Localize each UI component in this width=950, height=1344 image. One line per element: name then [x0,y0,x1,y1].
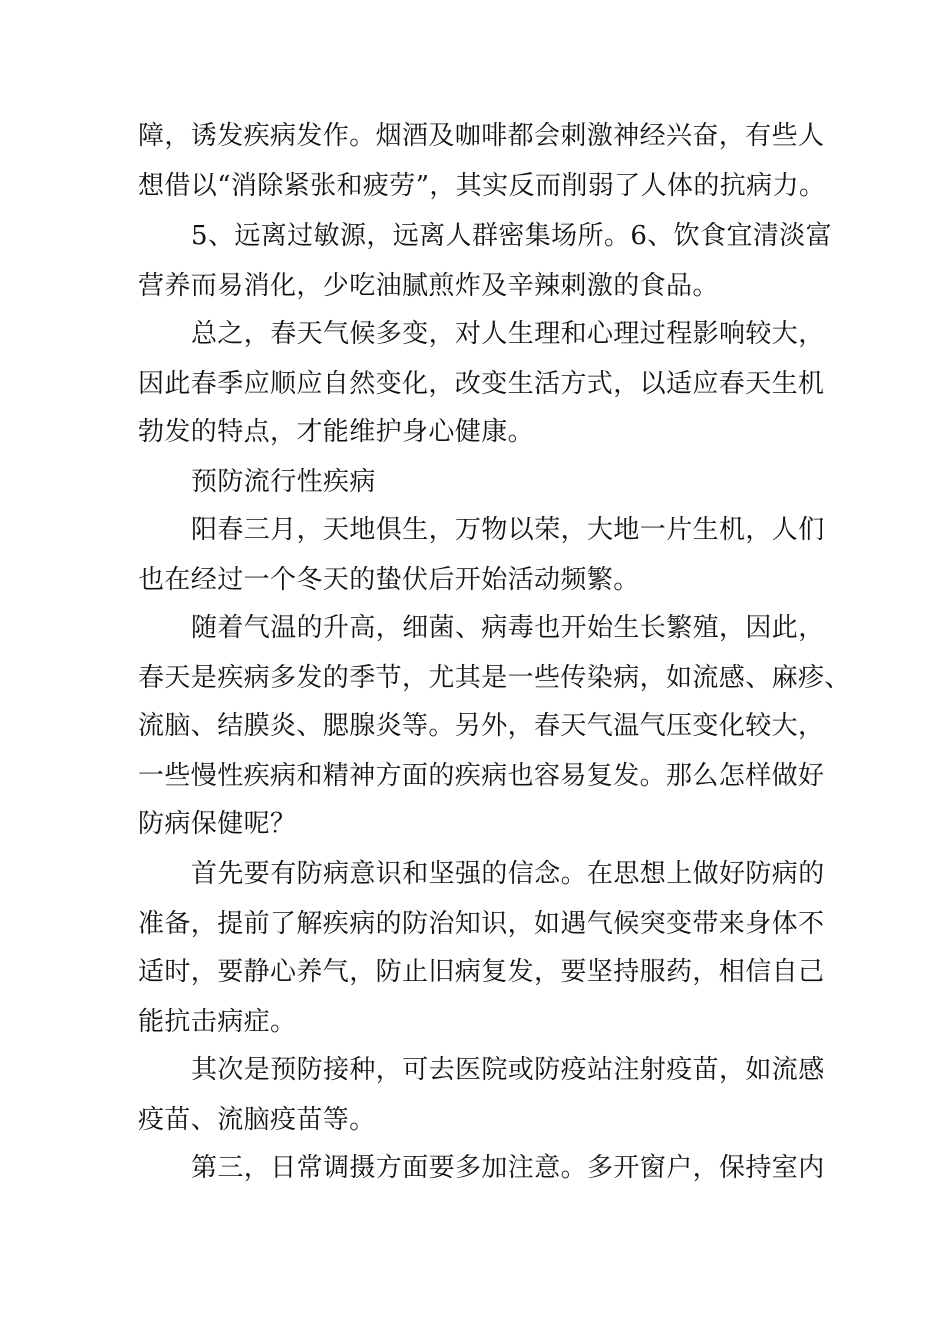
text-line: 准备，提前了解疾病的防治知识，如遇气候突变带来身体不 [138,909,825,939]
text-line: 障，诱发疾病发作。烟酒及咖啡都会刺激神经兴奋，有些人 [138,121,825,151]
text-line: 流脑、结膜炎、腮腺炎等。另外，春天气温气压变化较大， [138,711,825,741]
text-line: 总之，春天气候多变，对人生理和心理过程影响较大， [191,319,825,349]
text-line: 阳春三月，天地俱生，万物以荣，大地一片生机，人们 [191,515,825,545]
text-line: 也在经过一个冬天的蛰伏后开始活动频繁。 [138,565,640,595]
text-line: 想借以“消除紧张和疲劳”，其实反而削弱了人体的抗病力。 [138,171,826,201]
text-line: 因此春季应顺应自然变化，改变生活方式，以适应春天生机 [138,369,825,399]
section-heading: 预防流行性疾病 [191,467,376,497]
text-line: 一些慢性疾病和精神方面的疾病也容易复发。那么怎样做好 [138,761,825,791]
text-line: 防病保健呢？ [138,809,297,839]
text-line: 第三，日常调摄方面要多加注意。多开窗户，保持室内 [191,1153,825,1183]
text-line: 能抗击病症。 [138,1007,297,1037]
text-line: 5、远离过敏源，远离人群密集场所。6、饮食宜清淡富 [191,221,833,251]
text-line: 疫苗、流脑疫苗等。 [138,1105,376,1135]
text-line: 首先要有防病意识和坚强的信念。在思想上做好防病的 [191,859,825,889]
text-line: 营养而易消化，少吃油腻煎炸及辛辣刺激的食品。 [138,271,719,301]
text-line: 春天是疾病多发的季节，尤其是一些传染病，如流感、麻疹、 [138,663,851,693]
text-line: 其次是预防接种，可去医院或防疫站注射疫苗，如流感 [191,1055,825,1085]
text-line: 适时，要静心养气，防止旧病复发，要坚持服药，相信自己 [138,957,825,987]
text-line: 随着气温的升高，细菌、病毒也开始生长繁殖，因此， [191,613,825,643]
text-line: 勃发的特点，才能维护身心健康。 [138,417,535,447]
